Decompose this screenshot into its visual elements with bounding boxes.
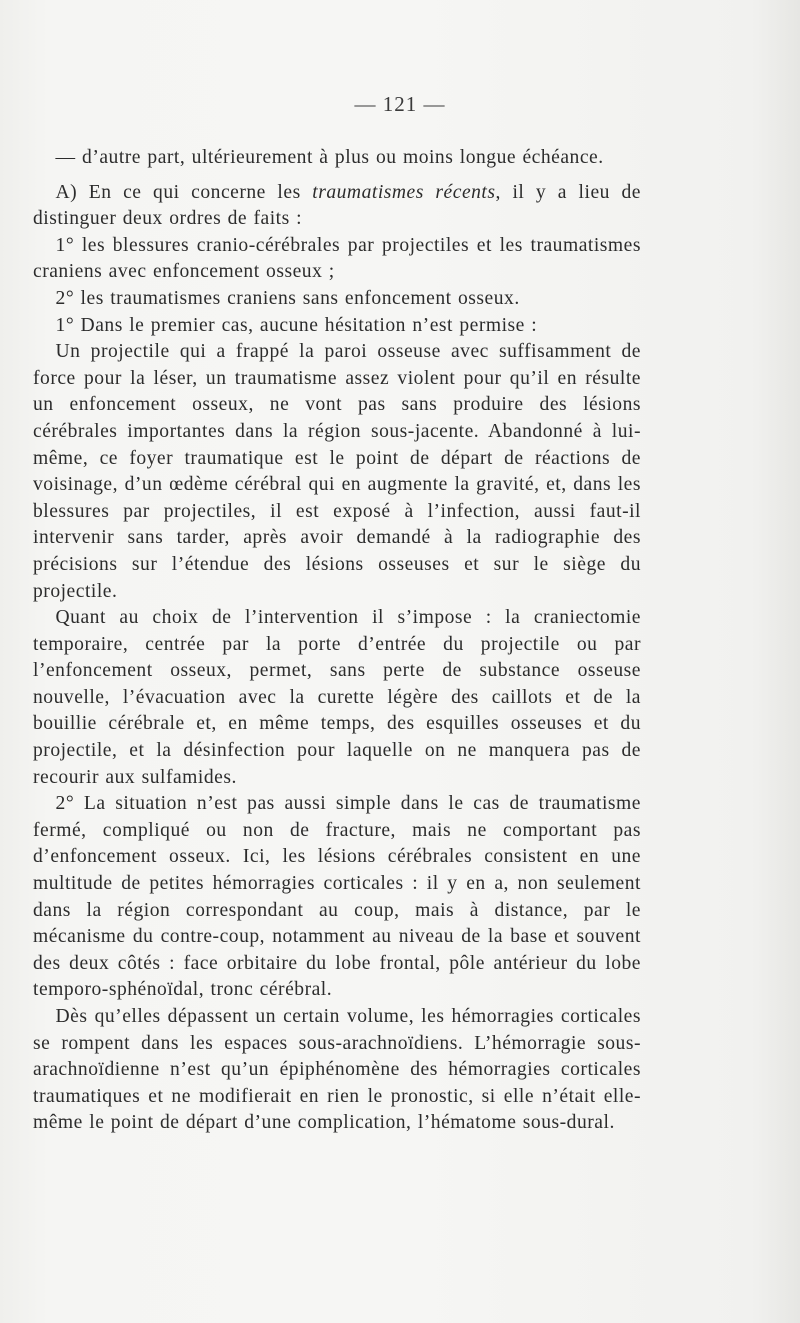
paragraph-3: 1° les blessures cranio-cérébrales par projectiles et les traumatismes craniens avec enfoncement osseux ; [33, 234, 641, 283]
paragraph-6: Un projectile qui a frappé la paroi osseuse avec suffisamment de force pour la léser, un traumatisme assez violent pour qu’il en résulte un enfoncement osseux, ne vont pas sans produire des lésions cérébrales importantes dans la région sous-jacente. Abandonné à lui-même, ce foyer traumatique est le point de départ de réactions de voisinage, d’un œdème cérébral qui en augmente la gravité, et, dans les blessures par projectiles, il est exposé à l’infection, aussi faut-il intervenir sans tarder, après avoir demandé à la radiographie des précisions sur l’étendue des lésions osseuses et sur le siège du projectile. [33, 341, 641, 602]
paragraph-5: 1° Dans le premier cas, aucune hésitation n’est permise : [55, 314, 538, 336]
paragraph-2-italic: traumatismes récents [312, 181, 496, 203]
paragraph-2-part-2: , il y a lieu de distinguer deux ordres de faits : [33, 181, 641, 230]
paragraph-9: Dès qu’elles dépassent un certain volume, les hémorragies corticales se rompent dans les espaces sous-arachnoïdiens. L’hémorragie sous-arachnoïdienne n’est qu’un épiphénomène des hémorragies corticales traumatiques et ne modifierait en rien le pronostic, si elle n’était elle-même le point de départ d’une complication, l’hématome sous-dural. [33, 1006, 641, 1134]
paragraph-1: — d’autre part, ultérieurement à plus ou moins longue échéance. [55, 147, 604, 168]
paragraph-7: Quant au choix de l’intervention il s’impose : la craniectomie temporaire, centrée par la porte d’entrée du projectile ou par l’enfoncement osseux, permet, sans perte de substance osseuse nouvelle, l’évacuation avec la curette légère des caillots et de la bouillie cérébrale et, en même temps, des esquilles osseuses et du projectile, et la désinfection pour laquelle on ne manquera pas de recourir aux sulfamides. [33, 607, 641, 788]
paragraph-8: 2° La situation n’est pas aussi simple dans le cas de traumatisme fermé, compliqué ou non de fracture, mais ne comportant pas d’enfoncement osseux. Ici, les lésions cérébrales consistent en une multitude de petites hémorragies corticales : il y en a, non seulement dans la région correspondant au coup, mais à distance, par le mécanisme du contre-coup, notamment au niveau de la base et souvent des deux côtés : face orbitaire du lobe frontal, pôle antérieur du lobe temporo-sphénoïdal, tronc cérébral. [33, 793, 641, 1001]
paragraph-2 [33, 180, 641, 233]
page-number: — 121 — [354, 92, 446, 116]
paragraph-4: 2° les traumatismes craniens sans enfoncement osseux. [55, 287, 520, 309]
paragraph-2-part-1: A) En ce qui concerne les [55, 181, 313, 203]
body-text [33, 145, 641, 1137]
